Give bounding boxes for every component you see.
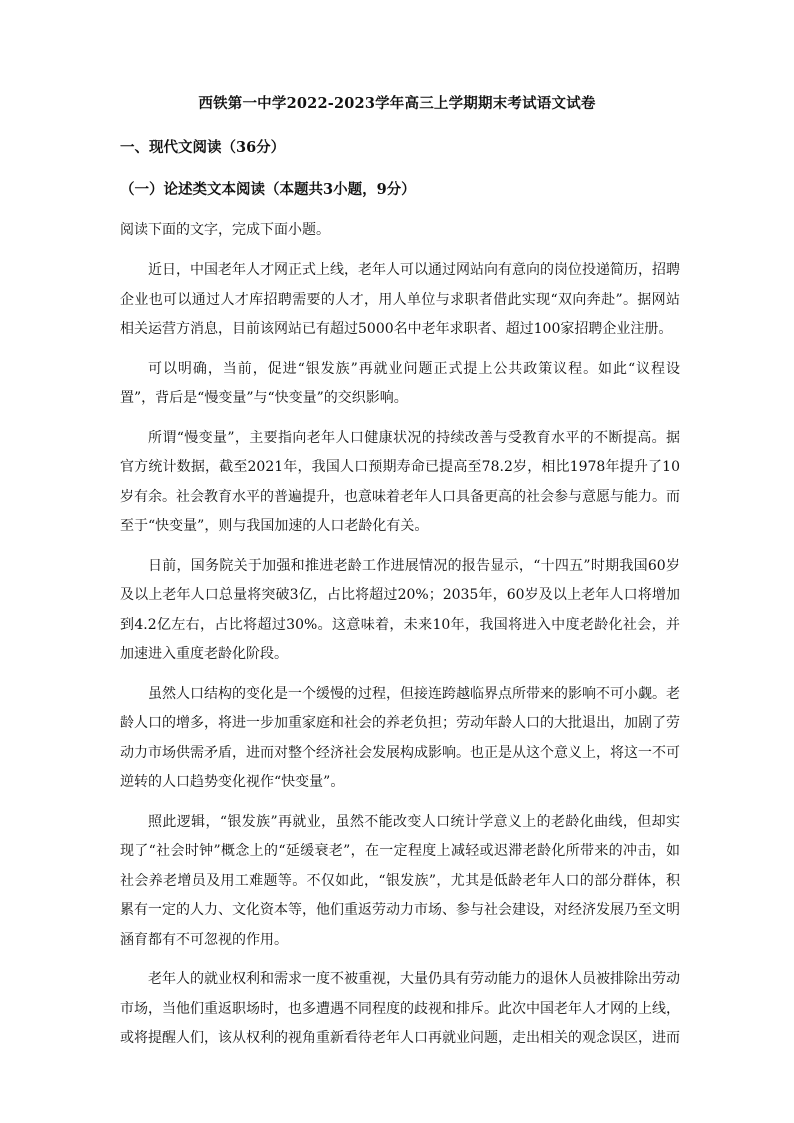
passage-paragraph-4: 日前，国务院关于加强和推进老龄工作进展情况的报告显示，“十四五”时期我国60岁及以上老年人口总量将突破3亿，占比将超过20%；2035年，60岁及以上老年人口将增加到4.2亿左右，占比将超过30%。这意味着，未来10年，我国将进入中度老龄化社会，并加速进入重度老龄化阶段。	[120, 557, 680, 662]
passage-paragraph-3: 所谓“慢变量”，主要指向老年人口健康状况的持续改善与受教育水平的不断提高。据官方统计数据，截至2021年，我国人口预期寿命已提高至78.2岁，相比1978年提升了10岁有余。社会教育水平的普遍提升，也意味着老年人口具备更高的社会参与意愿与能力。而至于“快变量”，则与我国加速的人口老龄化有关。	[120, 429, 680, 534]
passage-paragraph-7: 老年人的就业权利和需求一度不被重视，大量仍具有劳动能力的退休人员被排除出劳动市场，当他们重返职场时，也多遭遇不同程度的歧视和排斥。此次中国老年人才网的上线，或将提醒人们，该从权利的视角重新看待老年人口再就业问题，走出相关的观念误区，进而	[120, 971, 680, 1046]
subsection-heading: （一）论述类文本阅读（本题共3小题，9分）	[120, 181, 416, 198]
section-heading: 一、现代文阅读（36分）	[120, 139, 286, 156]
passage-paragraph-6: 照此逻辑，“银发族”再就业，虽然不能改变人口统计学意义上的老龄化曲线，但却实现了“社会时钟”概念上的“延缓衰老”，在一定程度上减轻或迟滞老龄化所带来的冲击，如社会养老增员及用工难题等。不仅如此，“银发族”，尤其是低龄老年人口的部分群体，积累有一定的人力、文化资本等，他们重返劳动力市场、参与社会建设，对经济发展乃至文明涵育都有不可忽视的作用。	[120, 813, 680, 948]
passage-paragraph-2: 可以明确，当前，促进“银发族”再就业问题正式提上公共政策议程。如此“议程设置”，背后是“慢变量”与“快变量”的交织影响。	[120, 360, 680, 406]
exam-title: 西铁第一中学2022-2023学年高三上学期期末考试语文试卷	[198, 95, 596, 112]
reading-instruction: 阅读下面的文字，完成下面小题。	[120, 222, 330, 238]
passage-paragraph-1: 近日，中国老年人才网正式上线，老年人可以通过网站向有意向的岗位投递简历，招聘企业也可以通过人才库招聘需要的人才，用人单位与求职者借此实现“双向奔赴”。据网站相关运营方消息，目前该网站已有超过5000名中老年求职者、超过100家招聘企业注册。	[120, 262, 680, 337]
reading-passage	[120, 256, 680, 1064]
passage-paragraph-5: 虽然人口结构的变化是一个缓慢的过程，但接连跨越临界点所带来的影响不可小觑。老龄人口的增多，将进一步加重家庭和社会的养老负担；劳动年龄人口的大批退出，加剧了劳动力市场供需矛盾，进而对整个经济社会发展构成影响。也正是从这个意义上，将这一不可逆转的人口趋势变化视作“快变量”。	[120, 685, 680, 790]
